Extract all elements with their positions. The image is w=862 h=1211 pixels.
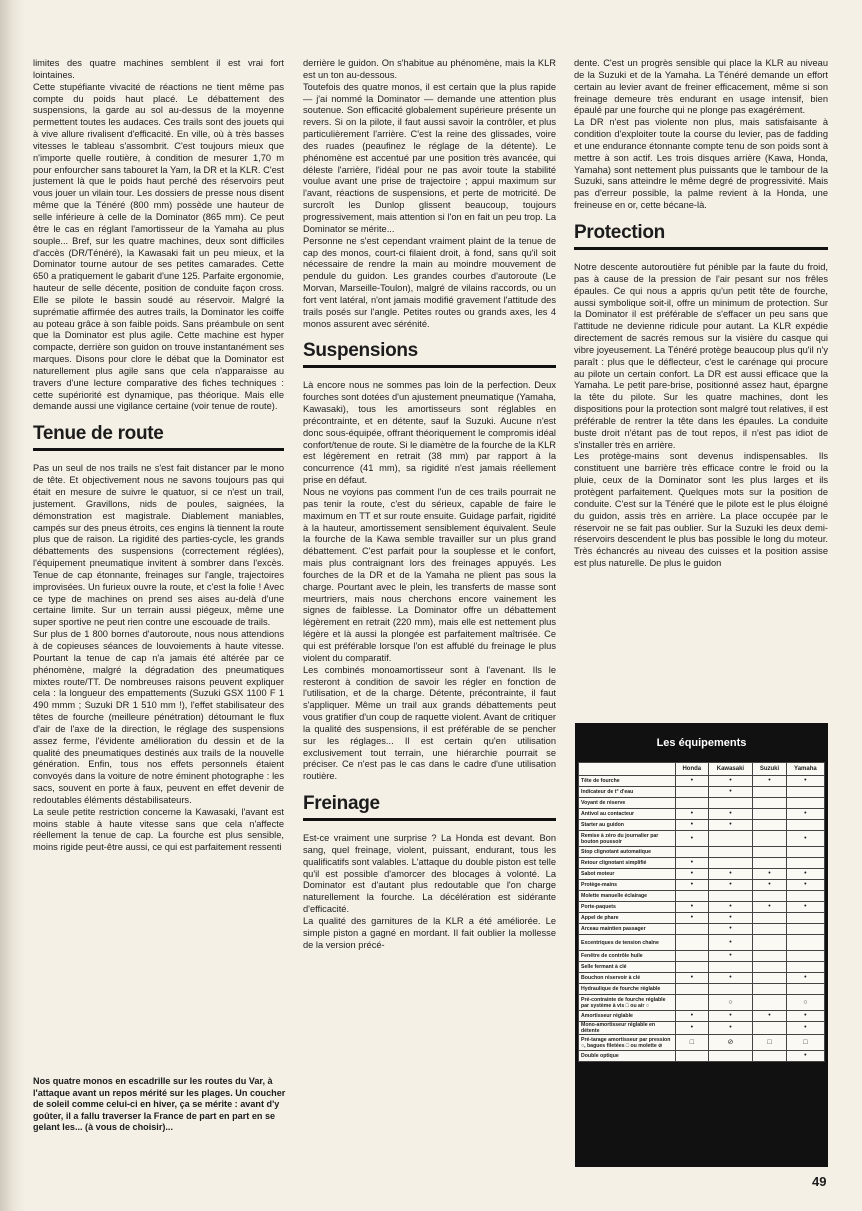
table-cell: □ xyxy=(753,1035,787,1051)
table-cell: • xyxy=(708,924,753,935)
table-row xyxy=(579,995,825,1011)
table-cell xyxy=(753,1051,787,1062)
table-cell xyxy=(786,820,824,831)
table-row xyxy=(579,831,825,847)
table-cell xyxy=(786,984,824,995)
paragraph: Les protège-mains sont devenus indispensables. Ils constituent une barrière très efficace contre le froid ou la pluie, ceux de la Dominator sont les plus larges et ils protègent parfaitement. Quelques mots sur la position de conduite. C'est sur la Ténéré que le pilote est le plus éloigné du guidon, assis très en arrière. La place occupée par le réservoir ne se fait pas oublier. Sur la Suzuki les deux demi-réservoirs descendent le plus bas possible le long du moteur. Très échancrés au niveau des cuisses et la position assise est plus naturelle. De plus le guidon xyxy=(574,451,828,569)
table-row xyxy=(579,913,825,924)
table-row xyxy=(579,902,825,913)
table-cell xyxy=(786,787,824,798)
table-cell xyxy=(676,951,709,962)
table-header-suzuki: Suzuki xyxy=(753,763,787,776)
table-cell: • xyxy=(676,809,709,820)
table-cell: • xyxy=(676,776,709,787)
column-3 xyxy=(574,58,828,570)
table-row-label: Molette manuelle éclairage xyxy=(579,891,676,902)
table-cell: • xyxy=(708,809,753,820)
table-cell xyxy=(753,809,787,820)
table-header-empty xyxy=(579,763,676,776)
table-cell: • xyxy=(676,902,709,913)
page-number: 49 xyxy=(812,1174,827,1189)
table-row xyxy=(579,809,825,820)
table-cell: • xyxy=(708,776,753,787)
table-cell: • xyxy=(708,935,753,951)
table-row-label: Pré-tarage amortisseur par pression ○, bagues filetées □ ou molette ⊘ xyxy=(579,1035,676,1051)
table-cell xyxy=(753,820,787,831)
table-cell: ○ xyxy=(708,995,753,1011)
table-cell xyxy=(676,847,709,858)
table-cell: • xyxy=(786,831,824,847)
table-cell: • xyxy=(708,1011,753,1022)
paragraph: Pas un seul de nos trails ne s'est fait distancer par le mono de tête. Et objectivement nous ne savons toujours pas qui était en mesure de suivre le quatuor, si ce n'est un trail, justement. Gravillons, nids de poules, saignées, la démonstration est magistrale. Diablement maniables, campés sur des pneus étroits, ces engins là tiennent la route plus que de raison. La rigidité des parties-cycle, les grands débattements des suspensions (correctement réglées), l'équipement pneumatique invitent à sombrer dans l'excès. Tenue de cap étonnante, freinages sur l'angle, trajectoires improvisées. Un furieux ouvre la route, et c'est la folie ! Avec ce type de machines on prend ses aises au-delà d'une certaine limite. Sur un terrain aussi piégeux, même une super sportive ne peut rien contre une escouade de trails. xyxy=(33,463,284,628)
table-cell: • xyxy=(786,973,824,984)
table-cell xyxy=(753,847,787,858)
column-1 xyxy=(33,58,284,854)
table-row xyxy=(579,951,825,962)
table-row-label: Remise à zéro du journalier par bouton poussoir xyxy=(579,831,676,847)
table-cell: • xyxy=(753,1011,787,1022)
table-cell xyxy=(753,1022,787,1035)
table-row-label: Retour clignotant simplifié xyxy=(579,858,676,869)
table-cell xyxy=(708,891,753,902)
table-cell: • xyxy=(708,973,753,984)
column-2 xyxy=(303,58,556,952)
table-cell: • xyxy=(676,858,709,869)
table-row-label: Antivol au contacteur xyxy=(579,809,676,820)
table-cell xyxy=(786,847,824,858)
table-cell xyxy=(676,962,709,973)
paragraph: Nous ne voyions pas comment l'un de ces trails pourrait ne pas tenir la route, c'est du sérieux, capable de faire le maximum en TT et sur route ensuite. Guidage parfait, rigidité à la hauteur, amortissement sensiblement équivalent. Seule la fourche de la Kawa semble travailler sur un plus grand débattement. C'est parfait pour la souplesse et le confort, mais plus contraignant lors des freinages appuyés. Les fourches de la DR et de la Yamaha ne plient pas sous la charge. Pourtant avec le plein, les transferts de masse sont meurtriers, mais nous cherchons encore vainement les signes de faiblesse. La Dominator offre un débattement légèrement en retrait (220 mm), mais elle est nettement plus légère et là aussi la plongée est parfaitement maîtrisée. Ce qui est préférable lorsque l'on est affublé du freinage le plus violent du comparatif. xyxy=(303,487,556,663)
table-row xyxy=(579,1035,825,1051)
table-row-label: Selle fermant à clé xyxy=(579,962,676,973)
table-cell: ○ xyxy=(786,995,824,1011)
table-cell xyxy=(753,891,787,902)
table-cell: • xyxy=(676,820,709,831)
table-cell: • xyxy=(786,1022,824,1035)
table-row xyxy=(579,880,825,891)
table-cell xyxy=(676,798,709,809)
table-cell: • xyxy=(708,902,753,913)
table-cell xyxy=(753,973,787,984)
table-cell: • xyxy=(708,869,753,880)
table-cell: • xyxy=(676,1011,709,1022)
table-row xyxy=(579,891,825,902)
table-cell xyxy=(676,891,709,902)
table-cell xyxy=(786,798,824,809)
table-cell: • xyxy=(786,809,824,820)
table-cell xyxy=(676,1051,709,1062)
equipment-table-title: Les équipements xyxy=(656,737,747,749)
paragraph: dente. C'est un progrès sensible qui place la KLR au niveau de la Suzuki et de la Yamaha. La Ténéré demande un effort certain au levier avant de freiner efficacement, même si son freinage demeure très endurant en usage intensif, bien épaulé par une fourche qui ne plonge pas exagérément. xyxy=(574,58,828,116)
table-row-label: Fenêtre de contrôle huile xyxy=(579,951,676,962)
table-row xyxy=(579,1022,825,1035)
table-row xyxy=(579,847,825,858)
table-cell: • xyxy=(676,880,709,891)
table-cell xyxy=(753,858,787,869)
table-cell xyxy=(708,1051,753,1062)
table-cell: • xyxy=(676,869,709,880)
table-cell: • xyxy=(676,831,709,847)
table-header-row xyxy=(579,763,825,776)
table-row-label: Appel de phare xyxy=(579,913,676,924)
table-row-label: Mono-amortisseur réglable en détente xyxy=(579,1022,676,1035)
table-cell: • xyxy=(786,880,824,891)
table-row xyxy=(579,798,825,809)
table-cell xyxy=(676,787,709,798)
paragraph: Les combinés monoamortisseur sont à l'avenant. Ils le resteront à condition de savoir les régler en fonction de l'utilisation, et de la charge. Détente, précontrainte, il faut s'appliquer. Même un trail aux grands débattements peut vous gratifier d'un coup de raquette violent. Avant de critiquer la qualité des suspensions, il est préférable de se pencher sur les réglages... Il est certain qu'en utilisation exclusivement tout terrain, une hiérarchie pourrait se préciser. Ce n'est pas le cas dans le cadre d'une utilisation routière. xyxy=(303,664,556,782)
table-cell xyxy=(753,984,787,995)
table-row xyxy=(579,924,825,935)
table-cell: • xyxy=(708,787,753,798)
paragraph: La qualité des garnitures de la KLR a été améliorée. Le simple piston a gagné en mordant. Il fait oublier la mollesse de la version précé- xyxy=(303,916,556,950)
table-row-label: Protège-mains xyxy=(579,880,676,891)
paragraph: Là encore nous ne sommes pas loin de la perfection. Deux fourches sont dotées d'un ajustement pneumatique (Yamaha, Kawasaki), tous les amortisseurs sont réglables en précontrainte, et en détente, sauf la Suzuki. Aucune n'est donc sous-équipée, offrant théoriquement le compromis idéal confort/tenue de route. Si le diamètre de la fourche de la KLR est légèrement en retrait (38 mm) par rapport à la concurrence (41 mm), sa rigidité n'est jamais réellement prise en défaut. xyxy=(303,380,556,486)
table-cell xyxy=(753,962,787,973)
table-cell xyxy=(708,831,753,847)
paragraph: Est-ce vraiment une surprise ? La Honda est devant. Bon sang, quel freinage, violent, puissant, endurant, tous les qualificatifs sont valables. L'attaque du double piston est telle qu'il est possible d'amorcer des blocages à volonté. La Dominator est d'autant plus redoutable que l'on charge naturellement la fourche. La décélération est sidérante d'efficacité. xyxy=(303,833,556,915)
table-row-label: Porte-paquets xyxy=(579,902,676,913)
table-cell xyxy=(708,858,753,869)
table-row-label: Starter au guidon xyxy=(579,820,676,831)
table-cell xyxy=(753,995,787,1011)
table-cell: • xyxy=(676,913,709,924)
table-cell: • xyxy=(786,776,824,787)
table-row xyxy=(579,973,825,984)
table-cell xyxy=(786,858,824,869)
table-row-label: Excentriques de tension chaîne xyxy=(579,935,676,951)
paragraph: derrière le guidon. On s'habitue au phénomène, mais la KLR est un ton au-dessous. xyxy=(303,58,556,80)
photo-caption: Nos quatre monos en escadrille sur les routes du Var, à l'attaque avant un repos mérité sur les plages. Un coucher de soleil comme celui-ci en hiver, ça se mérite : avant d'y goûter, il a fallu traverser la France de part en part en se gelant les... (à vous de choisir)... xyxy=(33,1076,286,1133)
table-cell xyxy=(753,935,787,951)
paragraph: Personne ne s'est cependant vraiment plaint de la tenue de cap des monos, court-ci filaient droit, à fond, sans qu'il soit nécessaire de rendre la main au moindre mouvement de pendule du guidon. Les grandes courbes d'autoroute (Le Morvan, Marseille-Toulon), malgré de vilains raccords, ou un fort vent latéral, n'ont jamais modifié gravement l'attitude des trails posés sur l'angle. Petites routes ou grands axes, les 4 monos assurent avec sérénité. xyxy=(303,235,556,329)
table-cell: • xyxy=(708,951,753,962)
table-row xyxy=(579,935,825,951)
table-row-label: Stop clignotant automatique xyxy=(579,847,676,858)
table-cell xyxy=(786,935,824,951)
table-cell: □ xyxy=(676,1035,709,1051)
table-cell: • xyxy=(708,880,753,891)
table-cell xyxy=(753,951,787,962)
table-row xyxy=(579,1011,825,1022)
table-cell xyxy=(786,924,824,935)
table-row xyxy=(579,1051,825,1062)
table-cell xyxy=(786,891,824,902)
table-row-label: Indicateur de t° d'eau xyxy=(579,787,676,798)
table-cell xyxy=(708,962,753,973)
table-cell xyxy=(676,935,709,951)
table-cell: • xyxy=(753,776,787,787)
table-cell xyxy=(753,924,787,935)
table-cell: • xyxy=(786,1051,824,1062)
table-row xyxy=(579,820,825,831)
table-row-label: Pré-contrainte de fourche réglable par système à vis □ ou air ○ xyxy=(579,995,676,1011)
section-heading-suspensions: Suspensions xyxy=(303,340,556,368)
table-cell xyxy=(753,831,787,847)
paragraph: Toutefois des quatre monos, il est certain que la plus rapide — j'ai nommé la Dominator — demande une attention plus soutenue. Son efficacité globalement supérieure présente un revers. Si on la pilote, il faut aussi savoir la contrôler, et plus particulièrement l'arrière. C'est la reine des glissades, voire des ruades (peaufinez le réglage de la détente). Le phénomène est accentué par une position très avancée, qui déleste l'arrière, l'idéal pour ne pas avoir toute la stabilité voulue avant une prise de trajectoire ; appui maximum sur l'avant, réactions de suspensions, et perte de motricité. De surcroît les Dunlop glissent beaucoup, toujours progressivement, mais attention si l'on en fait un peu trop. La Dominator se mérite... xyxy=(303,81,556,234)
table-cell: • xyxy=(753,902,787,913)
table-row-label: Voyant de réserve xyxy=(579,798,676,809)
equipment-table xyxy=(578,762,825,1062)
table-row xyxy=(579,962,825,973)
section-heading-tenue-de-route: Tenue de route xyxy=(33,423,284,451)
table-cell: • xyxy=(786,869,824,880)
table-cell: ⊘ xyxy=(708,1035,753,1051)
paragraph: Sur plus de 1 800 bornes d'autoroute, nous nous attendions à de copieuses séances de louvoiements à haute vitesse. Pourtant la tenue de cap n'a jamais été altérée par ce phénomène, malgré la dégradation des pneumatiques mixtes route/TT. De nombreuses raisons peuvent expliquer cela : la longueur des empattements (Suzuki GSX 1100 F 1 490 mmm ; Suzuki DR 1 510 mm !), l'effet stabilisateur des têtes de fourche (meilleure pénétration) détournant le flux d'air de l'axe de la direction, le réglage des suspensions assez ferme, l'évidente amélioration du dessin et de la qualité des pneumatiques destinés aux trails de la nouvelle génération. Enfin, tous nos effets personnels étaient convoyés dans la voiture de notre éminent photographe : les sacs, souvent en porte à faux, peuvent en effet devenir de redoutables éléments déstabilisateurs. xyxy=(33,629,284,805)
table-row-label: Tête de fourche xyxy=(579,776,676,787)
table-cell: • xyxy=(753,869,787,880)
table-cell: • xyxy=(676,973,709,984)
table-cell: • xyxy=(676,1022,709,1035)
paragraph: La seule petite restriction concerne la Kawasaki, l'avant est moins stable à haute vitesse sans que cela n'affecte réellement la tenue de cap. La fourche est plus sensible, moins rigide peut-être aussi, ce qui est parfaitement ressenti xyxy=(33,806,284,853)
section-heading-protection: Protection xyxy=(574,222,828,250)
table-header-yamaha: Yamaha xyxy=(786,763,824,776)
table-row xyxy=(579,858,825,869)
table-cell: • xyxy=(708,820,753,831)
table-cell xyxy=(786,913,824,924)
table-row xyxy=(579,787,825,798)
paragraph: Cette stupéfiante vivacité de réactions ne tient même pas compte du poids haut placé. Le débattement des suspensions, la garde au sol au-dessus de la moyenne permettent toutes les audaces. Ces trails sont des jouets qui à vive allure rivalisent d'efficacité. En ville, où à très basses vitesses le tableau s'assombrit. C'est toujours mieux que n'importe quelle routière, à condition de mesurer 1,70 m pour enfourcher sans tabouret la Yam, la DR et la KLR. C'est justement là que le poids haut perché des réservoirs peut vous jouer un vilain tour. Les dossiers de presse nous disent même que la Ténéré (800 mm) possède une hauteur de selle inférieure à celle de la Dominator (865 mm). Ce peut être le cas en réglant l'amortisseur de la Yamaha au plus souple... Bref, sur les quatre machines, deux sont difficiles d'accès (DR/Ténéré), la Kawasaki fait un peu mieux, et la Dominator tourne autour de ses petites camarades. Cette 650 a pratiquement le gabarit d'une 125. Parfaite ergonomie, hauteur de selle décente, position de conduite façon cross. Elle se pilote le bassin soudé au réservoir. Malgré la suprématie affirmée des autres trails, la Dominator les coiffe au poteau grâce à son faible poids. Sans préambule on sent que la Dominator est plus agile. Cette machine est hyper compacte, derrière son guidon on trouve instantanément ses marques. Disons pour clore le débat que la Dominator est naturellement plus agile sans que cela n'apparaisse au travers d'une lecture comparative des fiches techniques : cette supériorité est dynamique, pas théorique. Mais elle demande aussi une vigilance certaine (voir tenue de route). xyxy=(33,81,284,412)
table-row-label: Double optique xyxy=(579,1051,676,1062)
table-cell: □ xyxy=(786,1035,824,1051)
paragraph: La DR n'est pas violente non plus, mais satisfaisante à condition d'exploiter toute la course du levier, pas de fadding et une endurance étonnante compte tenu de son poids sont à mettre à son actif. Les trois disques arrière (Kawa, Honda, Yamaha) sont nettement plus puissants que le tambour de la Suzuki, sans atteindre le même degré de progressivité. Mais pas d'erreur possible, la palme revient à la Honda, une freineuse en or, cette bécane-là. xyxy=(574,117,828,211)
table-row xyxy=(579,869,825,880)
table-cell xyxy=(708,798,753,809)
table-cell xyxy=(708,847,753,858)
table-cell xyxy=(676,984,709,995)
table-cell xyxy=(753,787,787,798)
section-heading-freinage: Freinage xyxy=(303,793,556,821)
table-cell xyxy=(753,798,787,809)
table-row xyxy=(579,776,825,787)
table-cell: • xyxy=(753,880,787,891)
table-row-label: Hydraulique de fourche réglable xyxy=(579,984,676,995)
table-row-label: Bouchon réservoir à clé xyxy=(579,973,676,984)
table-cell xyxy=(708,984,753,995)
paragraph: Notre descente autoroutière fut pénible par la faute du froid, pas à cause de la pression de l'air pesant sur nos frêles épaules. Ce qui nous a appris qu'un petit tête de fourche, aussi symbolique soit-il, offre un minimum de protection. Sur la Dominator il est préférable de s'effacer un peu sans que l'attitude ne devienne ridicule pour autant. La KLR expédie directement de sacrés remous sur la visière du casque qui vibre joyeusement. La Ténéré protège beaucoup plus qu'il n'y paraît : plus que le déflecteur, c'est le carénage qui procure au pilote un certain confort. La DR est aussi efficace que la Yamaha. Le petit pare-brise, positionné assez haut, épargne la tête du pilote. Sur les quatre machines, dont les dispositions pour la protection sont malgré tout relatives, il est préférable de rentrer la tête dans les épaules. La conduite buste droit n'étant pas de tout repos, il n'est pas idiot de s'installer très en arrière. xyxy=(574,261,828,450)
table-cell: • xyxy=(708,1022,753,1035)
table-cell xyxy=(786,962,824,973)
table-cell: • xyxy=(708,913,753,924)
paragraph: limites des quatre machines semblent il est vrai fort lointaines. xyxy=(33,58,284,80)
table-cell xyxy=(753,913,787,924)
table-header-kawasaki: Kawasaki xyxy=(708,763,753,776)
table-row xyxy=(579,984,825,995)
table-row-label: Sabot moteur xyxy=(579,869,676,880)
equipment-table-box xyxy=(575,723,828,1167)
table-cell xyxy=(676,995,709,1011)
table-header-honda: Honda xyxy=(676,763,709,776)
table-row-label: Amortisseur réglable xyxy=(579,1011,676,1022)
table-cell xyxy=(676,924,709,935)
table-cell: • xyxy=(786,1011,824,1022)
table-cell xyxy=(786,951,824,962)
table-row-label: Arceau maintien passager xyxy=(579,924,676,935)
table-cell: • xyxy=(786,902,824,913)
